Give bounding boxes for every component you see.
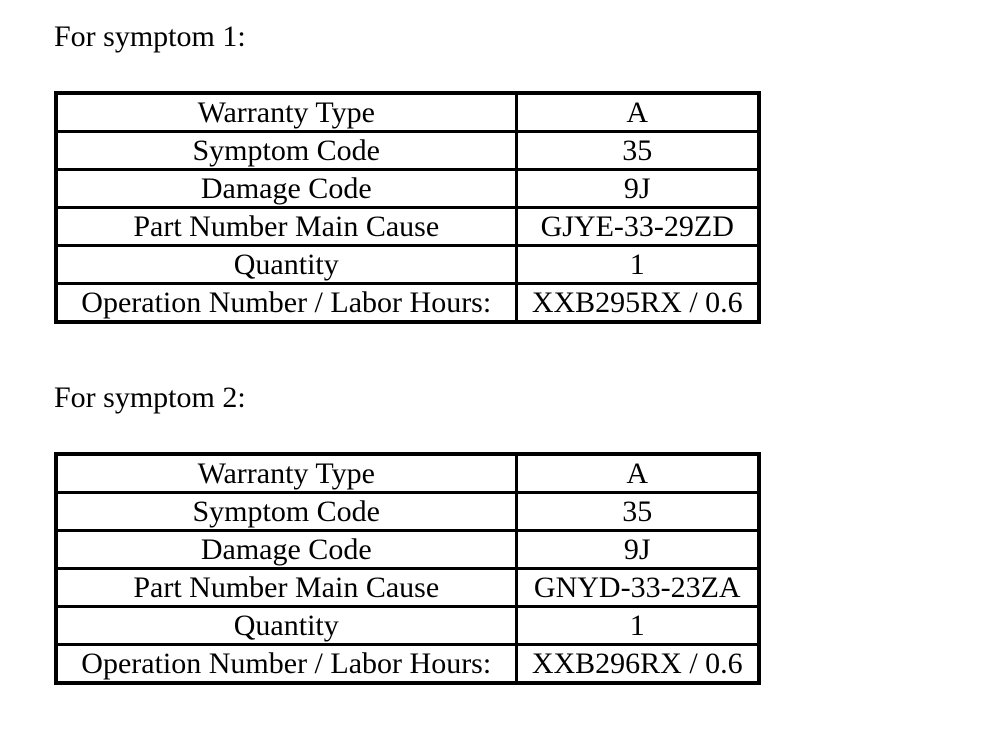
part-number-value: GNYD-33-23ZA (516, 569, 759, 607)
damage-code-label: Damage Code (56, 531, 516, 569)
warranty-type-label: Warranty Type (56, 93, 516, 132)
table-row (56, 284, 759, 323)
symptom-1-heading: For symptom 1: (54, 20, 246, 53)
part-number-value: GJYE-33-29ZD (516, 208, 759, 246)
table-row (56, 607, 759, 645)
table-row (56, 645, 759, 684)
damage-code-value: 9J (516, 170, 759, 208)
table-row (56, 569, 759, 607)
table-row (56, 493, 759, 531)
warranty-type-label: Warranty Type (56, 454, 516, 493)
symptom-2-heading: For symptom 2: (54, 381, 246, 414)
damage-code-value: 9J (516, 531, 759, 569)
table-row (56, 170, 759, 208)
symptom-code-value: 35 (516, 132, 759, 170)
symptom-code-label: Symptom Code (56, 493, 516, 531)
symptom-code-value: 35 (516, 493, 759, 531)
table-row (56, 454, 759, 493)
part-number-label: Part Number Main Cause (56, 569, 516, 607)
table-row (56, 132, 759, 170)
quantity-value: 1 (516, 246, 759, 284)
operation-number-value: XXB295RX / 0.6 (516, 284, 759, 323)
table-row (56, 208, 759, 246)
table-row (56, 531, 759, 569)
damage-code-label: Damage Code (56, 170, 516, 208)
symptom-code-label: Symptom Code (56, 132, 516, 170)
warranty-type-value: A (516, 93, 759, 132)
table-row (56, 246, 759, 284)
operation-number-label: Operation Number / Labor Hours: (56, 645, 516, 684)
operation-number-value: XXB296RX / 0.6 (516, 645, 759, 684)
quantity-label: Quantity (56, 246, 516, 284)
table-row (56, 93, 759, 132)
quantity-value: 1 (516, 607, 759, 645)
symptom-1-table (54, 91, 761, 324)
quantity-label: Quantity (56, 607, 516, 645)
warranty-type-value: A (516, 454, 759, 493)
symptom-2-table (54, 452, 761, 685)
operation-number-label: Operation Number / Labor Hours: (56, 284, 516, 323)
part-number-label: Part Number Main Cause (56, 208, 516, 246)
